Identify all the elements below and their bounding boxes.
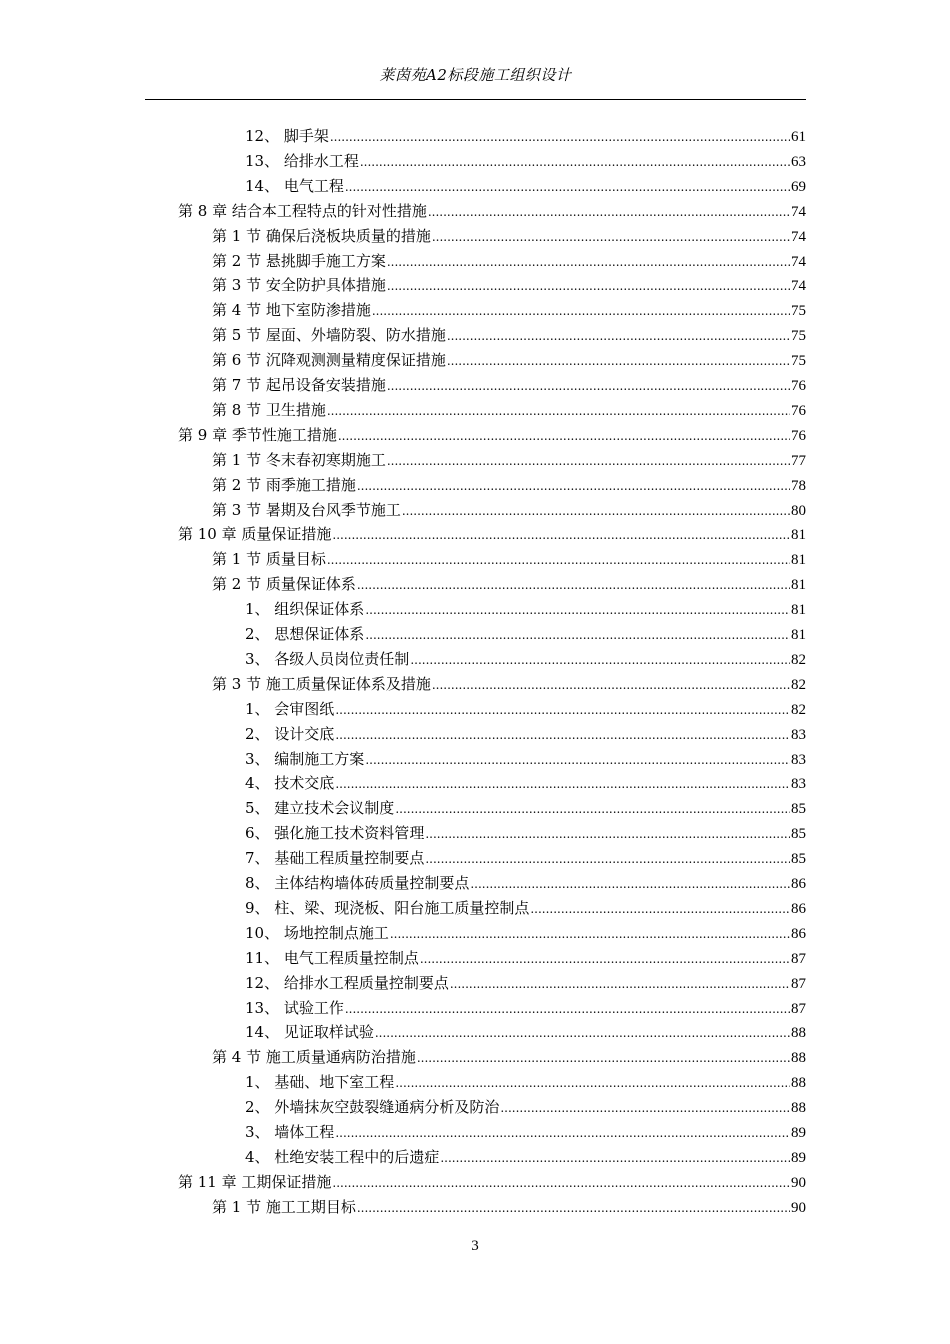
toc-entry[interactable] — [0, 796, 950, 821]
toc-entry[interactable] — [0, 498, 950, 523]
toc-entry[interactable] — [0, 298, 950, 323]
toc-entry-line — [245, 1120, 806, 1145]
toc-dot-leader — [335, 1121, 790, 1146]
toc-dot-leader — [375, 1021, 790, 1046]
toc-entry[interactable] — [0, 1145, 950, 1170]
toc-entry-line — [245, 597, 806, 622]
toc-entry-label: 13、 给排水工程 — [245, 151, 359, 170]
toc-entry-page: 90 — [791, 1174, 806, 1191]
toc-entry-line — [212, 547, 806, 572]
toc-entry-line — [245, 921, 806, 946]
toc-dot-leader — [335, 772, 790, 797]
toc-dot-leader — [338, 424, 790, 449]
toc-entry-page: 82 — [791, 651, 806, 668]
toc-dot-leader — [345, 175, 790, 200]
toc-dot-leader — [335, 698, 790, 723]
toc-dot-leader — [447, 324, 790, 349]
toc-entry-line — [245, 771, 806, 796]
toc-entry-page: 75 — [791, 303, 806, 320]
toc-entry-page: 77 — [791, 452, 806, 469]
toc-entry-label: 1、 会审图纸 — [245, 699, 335, 718]
toc-entry-line — [245, 971, 806, 996]
toc-entry-label: 第 2 节 雨季施工措施 — [212, 475, 356, 494]
toc-entry-page: 85 — [791, 851, 806, 868]
toc-entry[interactable] — [0, 572, 950, 597]
toc-entry-label: 第 1 节 冬末春初寒期施工 — [212, 450, 386, 469]
toc-entry-page: 88 — [791, 1100, 806, 1117]
toc-dot-leader — [402, 499, 790, 524]
toc-entry-line — [245, 722, 806, 747]
toc-entry[interactable] — [0, 1095, 950, 1120]
toc-entry[interactable] — [0, 672, 950, 697]
running-header: 莱茵苑A2标段施工组织设计 — [379, 66, 572, 84]
toc-entry-label: 2、 设计交底 — [245, 724, 335, 743]
toc-dot-leader — [332, 523, 790, 548]
toc-entry[interactable] — [0, 448, 950, 473]
toc-entry-label: 第 3 节 暑期及台风季节施工 — [212, 500, 401, 519]
toc-entry-label: 7、 基础工程质量控制要点 — [245, 849, 425, 868]
toc-entry-line — [212, 1195, 806, 1220]
toc-entry-page: 86 — [791, 925, 806, 942]
toc-entry-page: 82 — [791, 701, 806, 718]
toc-entry-label: 5、 建立技术会议制度 — [245, 799, 395, 818]
toc-entry[interactable] — [0, 896, 950, 921]
toc-entry-label: 第 3 节 安全防护具体措施 — [212, 276, 386, 295]
toc-entry[interactable] — [0, 871, 950, 896]
toc-entry-page: 88 — [791, 1050, 806, 1067]
toc-entry-line — [245, 747, 806, 772]
toc-entry-label: 4、 技术交底 — [245, 774, 335, 793]
toc-entry-page: 83 — [791, 776, 806, 793]
toc-entry[interactable] — [0, 1020, 950, 1045]
toc-dot-leader — [432, 225, 790, 250]
toc-dot-leader — [327, 399, 790, 424]
toc-entry-page: 74 — [791, 253, 806, 270]
toc-entry-label: 14、 电气工程 — [245, 176, 344, 195]
toc-dot-leader — [327, 548, 790, 573]
toc-entry-label: 第 11 章 工期保证措施 — [178, 1172, 332, 1191]
toc-entry[interactable] — [0, 323, 950, 348]
toc-entry[interactable] — [0, 747, 950, 772]
toc-entry-page: 74 — [791, 278, 806, 295]
toc-dot-leader — [345, 997, 790, 1022]
toc-dot-leader — [365, 623, 790, 648]
toc-entry-label: 2、 外墙抹灰空鼓裂缝通病分析及防治 — [245, 1098, 500, 1117]
toc-entry-page: 81 — [791, 527, 806, 544]
toc-entry-label: 第 4 节 地下室防渗措施 — [212, 301, 371, 320]
toc-entry-label: 13、 试验工作 — [245, 998, 344, 1017]
toc-entry-page: 74 — [791, 203, 806, 220]
toc-entry-line — [212, 323, 806, 348]
toc-entry-line — [245, 174, 806, 199]
toc-entry[interactable] — [0, 921, 950, 946]
toc-entry-page: 74 — [791, 228, 806, 245]
toc-entry[interactable] — [0, 597, 950, 622]
toc-dot-leader — [420, 947, 790, 972]
toc-entry-page: 80 — [791, 502, 806, 519]
toc-entry-label: 第 2 节 悬挑脚手施工方案 — [212, 251, 386, 270]
toc-entry[interactable] — [0, 1070, 950, 1095]
toc-entry-page: 89 — [791, 1125, 806, 1141]
toc-entry-label: 12、 给排水工程质量控制要点 — [245, 973, 449, 992]
toc-dot-leader — [417, 1046, 790, 1071]
toc-entry-page: 61 — [791, 129, 806, 145]
toc-entry-page: 63 — [791, 153, 806, 170]
toc-entry-page: 85 — [791, 801, 806, 818]
toc-entry[interactable] — [0, 249, 950, 274]
toc-entry-page: 81 — [791, 627, 806, 643]
toc-entry-line — [212, 298, 806, 323]
toc-dot-leader — [410, 648, 790, 673]
toc-dot-leader — [365, 748, 790, 773]
toc-dot-leader — [357, 573, 790, 598]
toc-entry-label: 9、 柱、梁、现浇板、阳台施工质量控制点 — [245, 898, 530, 917]
toc-entry[interactable] — [0, 1045, 950, 1070]
toc-entry-page: 76 — [791, 378, 806, 394]
toc-entry[interactable] — [0, 224, 950, 249]
toc-dot-leader — [390, 922, 790, 947]
toc-entry-label: 第 9 章 季节性施工措施 — [178, 425, 337, 444]
toc-dot-leader — [440, 1146, 790, 1171]
toc-dot-leader — [360, 150, 790, 175]
toc-entry-label: 8、 主体结构墙体砖质量控制要点 — [245, 874, 470, 892]
toc-entry-line — [245, 946, 806, 971]
toc-entry-page: 82 — [791, 676, 806, 693]
toc-entry-line — [178, 1170, 806, 1195]
toc-dot-leader — [428, 200, 790, 225]
toc-entry-line — [245, 1070, 806, 1095]
toc-entry-page: 83 — [791, 726, 806, 743]
toc-entry-label: 第 6 节 沉降观测测量精度保证措施 — [212, 351, 446, 370]
toc-dot-leader — [500, 1096, 790, 1121]
toc-entry-page: 86 — [791, 876, 806, 892]
toc-dot-leader — [387, 449, 790, 474]
toc-entry-label: 1、 基础、地下室工程 — [245, 1073, 395, 1092]
toc-entry-label: 第 3 节 施工质量保证体系及措施 — [212, 674, 431, 693]
toc-entry-line — [212, 572, 806, 597]
toc-entry-label: 第 10 章 质量保证措施 — [178, 525, 332, 544]
toc-dot-leader — [425, 847, 790, 872]
toc-entry[interactable] — [0, 1120, 950, 1145]
toc-entry-line — [245, 647, 806, 672]
toc-entry-line — [212, 249, 806, 274]
toc-entry[interactable] — [0, 946, 950, 971]
toc-entry-line — [245, 622, 806, 647]
toc-dot-leader — [357, 1196, 790, 1221]
toc-entry-line — [245, 896, 806, 921]
toc-entry-line — [212, 398, 806, 423]
toc-entry-line — [212, 373, 806, 398]
toc-entry-page: 83 — [791, 751, 806, 768]
toc-entry-line — [212, 224, 806, 249]
toc-entry[interactable] — [0, 373, 950, 398]
toc-entry[interactable] — [0, 149, 950, 174]
toc-entry[interactable] — [0, 722, 950, 747]
toc-entry[interactable] — [0, 821, 950, 846]
toc-entry-line — [212, 473, 806, 498]
header-divider — [145, 99, 806, 100]
toc-entry-line — [178, 522, 806, 547]
toc-entry-label: 第 5 节 屋面、外墙防裂、防水措施 — [212, 326, 446, 345]
toc-entry[interactable] — [0, 522, 950, 547]
toc-entry-label: 3、 编制施工方案 — [245, 749, 365, 768]
toc-entry-page: 89 — [791, 1149, 806, 1166]
toc-dot-leader — [357, 474, 790, 499]
toc-entry-line — [245, 149, 806, 174]
toc-entry[interactable] — [0, 547, 950, 572]
toc-entry-page: 85 — [791, 826, 806, 843]
toc-entry-label: 第 7 节 起吊设备安装措施 — [212, 376, 386, 394]
toc-dot-leader — [395, 1071, 790, 1096]
toc-entry-page: 87 — [791, 950, 806, 967]
toc-entry-page: 87 — [791, 1000, 806, 1017]
toc-dot-leader — [470, 872, 790, 897]
toc-dot-leader — [365, 598, 790, 623]
toc-entry-label: 第 2 节 质量保证体系 — [212, 575, 356, 594]
toc-entry-label: 14、 见证取样试验 — [245, 1023, 374, 1042]
toc-entry-label: 3、 各级人员岗位责任制 — [245, 649, 410, 668]
toc-entry-line — [212, 498, 806, 523]
toc-entry-line — [212, 1045, 806, 1070]
toc-entry-page: 81 — [791, 602, 806, 619]
toc-entry-page: 86 — [791, 900, 806, 917]
toc-entry-line — [245, 821, 806, 846]
toc-dot-leader — [387, 374, 790, 399]
toc-entry-page: 81 — [791, 577, 806, 594]
toc-entry-page: 69 — [791, 178, 806, 195]
toc-entry-label: 第 1 节 施工工期目标 — [212, 1197, 356, 1216]
toc-entry-line — [178, 423, 806, 448]
toc-entry[interactable] — [0, 996, 950, 1021]
toc-entry[interactable] — [0, 423, 950, 448]
toc-entry-label: 2、 思想保证体系 — [245, 625, 365, 643]
toc-entry-page: 76 — [791, 427, 806, 444]
toc-entry[interactable] — [0, 971, 950, 996]
toc-entry[interactable] — [0, 199, 950, 224]
toc-entry-line — [212, 348, 806, 373]
toc-entry-page: 88 — [791, 1075, 806, 1092]
toc-entry-page: 87 — [791, 975, 806, 992]
page-number: 3 — [471, 1238, 479, 1254]
toc-entry-page: 76 — [791, 402, 806, 419]
toc-entry-line — [212, 273, 806, 298]
toc-entry-label: 第 1 节 质量目标 — [212, 550, 326, 569]
toc-entry-label: 第 1 节 确保后浇板块质量的措施 — [212, 226, 431, 245]
toc-dot-leader — [372, 299, 790, 324]
toc-entry-line — [212, 448, 806, 473]
toc-dot-leader — [450, 972, 790, 997]
toc-entry-line — [245, 1020, 806, 1045]
toc-entry-page: 75 — [791, 353, 806, 370]
toc-dot-leader — [425, 822, 790, 847]
toc-entry[interactable] — [0, 174, 950, 199]
toc-entry-label: 3、 墙体工程 — [245, 1123, 335, 1141]
toc-dot-leader — [447, 349, 790, 374]
toc-entry-line — [212, 672, 806, 697]
toc-entry[interactable] — [0, 771, 950, 796]
toc-entry-label: 4、 杜绝安装工程中的后遗症 — [245, 1147, 440, 1166]
toc-entry-page: 78 — [791, 477, 806, 494]
toc-entry[interactable] — [0, 622, 950, 647]
toc-entry[interactable] — [0, 647, 950, 672]
toc-entry[interactable] — [0, 1195, 950, 1220]
toc-entry[interactable] — [0, 473, 950, 498]
toc-entry-page: 90 — [791, 1199, 806, 1216]
toc-dot-leader — [432, 673, 790, 698]
toc-entry[interactable] — [0, 398, 950, 423]
toc-entry[interactable] — [0, 273, 950, 298]
toc-dot-leader — [332, 1171, 790, 1196]
toc-entry[interactable] — [0, 348, 950, 373]
toc-entry[interactable] — [0, 124, 950, 149]
toc-entry-page: 88 — [791, 1025, 806, 1042]
toc-dot-leader — [387, 274, 790, 299]
toc-entry-line — [245, 124, 806, 149]
toc-entry-line — [245, 871, 806, 896]
toc-dot-leader — [330, 125, 790, 150]
toc-entry-line — [245, 846, 806, 871]
toc-entry-line — [245, 796, 806, 821]
toc-entry-label: 12、 脚手架 — [245, 127, 329, 145]
toc-entry-line — [245, 1145, 806, 1170]
toc-dot-leader — [395, 797, 790, 822]
toc-entry-label: 6、 强化施工技术资料管理 — [245, 824, 425, 843]
toc-dot-leader — [530, 897, 790, 922]
toc-entry-label: 11、 电气工程质量控制点 — [245, 948, 419, 967]
toc-entry[interactable] — [0, 697, 950, 722]
toc-entry-line — [245, 697, 806, 722]
toc-entry-label: 1、 组织保证体系 — [245, 600, 365, 619]
toc-entry-page: 81 — [791, 552, 806, 569]
toc-entry-label: 10、 场地控制点施工 — [245, 923, 389, 942]
toc-dot-leader — [335, 723, 790, 748]
toc-entry-label: 第 8 节 卫生措施 — [212, 400, 326, 419]
toc-dot-leader — [387, 250, 790, 275]
toc-entry-line — [245, 996, 806, 1021]
toc-entry-label: 第 4 节 施工质量通病防治措施 — [212, 1048, 416, 1067]
toc-entry-label: 第 8 章 结合本工程特点的针对性措施 — [178, 201, 427, 220]
toc-entry-line — [178, 199, 806, 224]
toc-entry-page: 75 — [791, 328, 806, 345]
toc-entry[interactable] — [0, 846, 950, 871]
toc-entry-line — [245, 1095, 806, 1120]
toc-entry[interactable] — [0, 1170, 950, 1195]
